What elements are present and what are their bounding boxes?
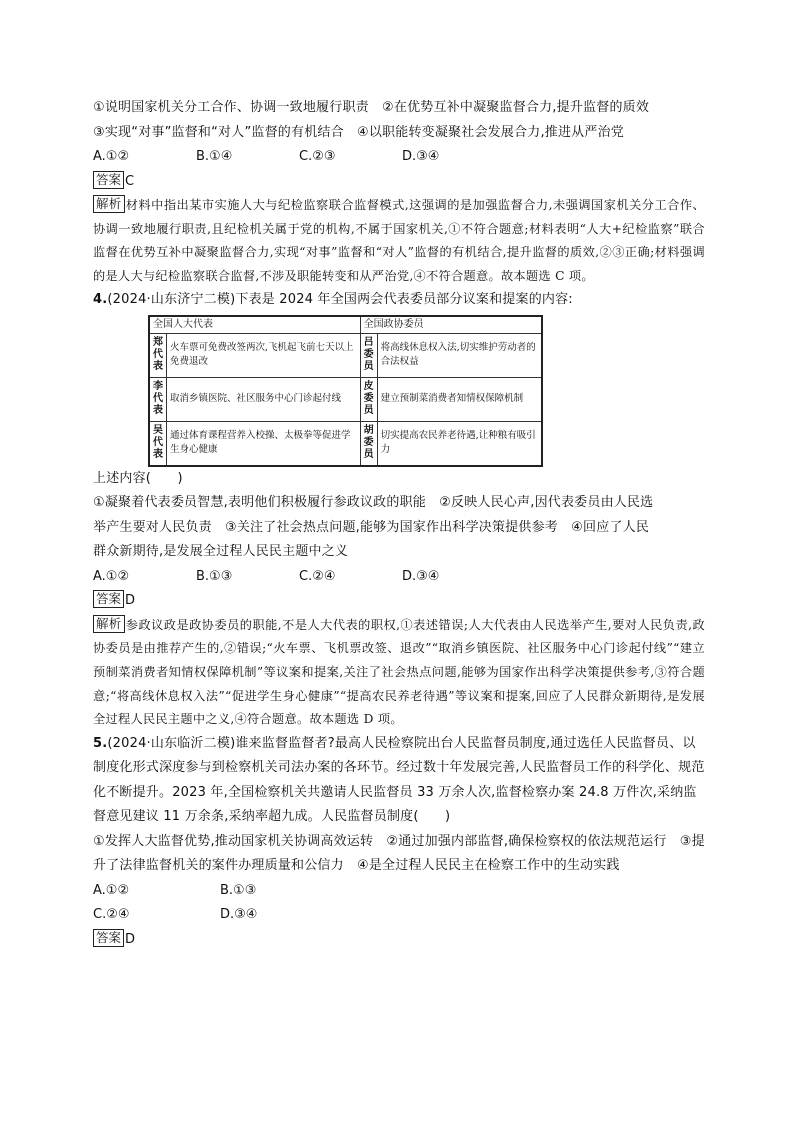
q4-source: (2024·山东济宁二模)	[107, 292, 236, 308]
q5-stem	[93, 732, 705, 830]
member-proposal: 建立预制菜消费者知情权保障机制	[377, 377, 542, 421]
member-proposal: 将高线休息权入法,切实维护劳动者的合法权益	[377, 333, 542, 377]
q4-options-line-3: 群众新期待,是发展全过程人民民主题中之义	[93, 544, 349, 560]
q4-analysis-text: 参政议政是政协委员的职能,不是人大代表的职权,①表述错误;人大代表由人民选举产生,要对人民负责,政协委员是由推荐产生的,②错误;“火车票、飞机票改签、退改”“取消乡镇医院、社区服务中心门诊起付线”“建立预制菜消费者知情权保障机制”等议案和提案,关注了社会热点问题,能够为国家作出科学决策提供参考,③符合题意;“将高线休息权入法”“促进学生身心健康”“提高农民养老待遇”等议案和提案,回应了人民群众新期待,是发展全过程人民民主题中之义,④符合题意。故本题选 D 项。	[93, 617, 705, 727]
q4-analysis	[93, 614, 705, 732]
answer-tag: 答案	[93, 929, 124, 947]
q4-stem	[93, 288, 705, 313]
analysis-tag: 解析	[93, 615, 125, 633]
q4-choice-d: D.③④	[402, 568, 440, 584]
table-header-npc: 全国人大代表	[149, 316, 360, 334]
q5-answer	[93, 928, 705, 953]
q5-choice-a: A.①②	[93, 882, 130, 898]
q4-question: 上述内容( )	[93, 470, 183, 486]
q5-source: (2024·山东临沂二模)	[107, 735, 236, 751]
document-page	[93, 96, 705, 952]
q5-choices-row-1	[93, 879, 705, 904]
q5-choice-c: C.②④	[93, 907, 130, 923]
q3-choice-c: C.②③	[299, 149, 336, 164]
q5-choice-d: D.③④	[220, 907, 258, 923]
deputy-name: 李代表	[149, 377, 167, 421]
q5-number: 5.	[93, 735, 108, 751]
q4-choices	[93, 565, 705, 590]
q3-choice-b: B.①④	[196, 149, 233, 164]
q3-answer-value: C	[125, 173, 135, 189]
deputy-proposal: 取消乡镇医院、社区服务中心门诊起付线	[167, 377, 361, 421]
q3-analysis	[93, 194, 705, 288]
proposal-table	[148, 315, 543, 467]
q3-options-line-1: ①说明国家机关分工合作、协调一致地履行职责 ②在优势互补中凝聚监督合力,提升监督的质效	[93, 100, 650, 115]
deputy-proposal: 火车票可免费改签两次,飞机起飞前七天以上免费退改	[167, 333, 361, 377]
q4-choice-c: C.②④	[299, 568, 336, 584]
table-row	[149, 333, 542, 377]
q3-choice-a: A.①②	[93, 149, 130, 164]
member-proposal: 切实提高农民养老待遇,让种粮有吸引力	[377, 421, 542, 466]
table-header-cppcc: 全国政协委员	[360, 316, 542, 334]
answer-tag: 答案	[93, 171, 124, 189]
q4-options-line-1: ①凝聚着代表委员智慧,表明他们积极履行参政议政的职能 ②反映人民心声,因代表委员由人民选	[93, 495, 654, 511]
q3-answer	[93, 170, 705, 195]
deputy-name: 郑代表	[149, 333, 167, 377]
q4-answer-value: D	[125, 593, 136, 609]
q4-options-line-2: 举产生要对人民负责 ③关注了社会热点问题,能够为国家作出科学决策提供参考 ④回应了人民	[93, 519, 650, 535]
q3-choices	[93, 145, 705, 170]
answer-tag: 答案	[93, 590, 124, 608]
member-name: 胡委员	[360, 421, 377, 466]
q5-answer-value: D	[125, 931, 136, 947]
member-name: 吕委员	[360, 333, 377, 377]
analysis-tag: 解析	[93, 195, 125, 213]
member-name: 皮委员	[360, 377, 377, 421]
q5-stem-text: 谁来监督监督者?最高人民检察院出台人民监督员制度,通过选任人民监督员、以制度化形式深度参与到检察机关司法办案的各环节。经过数十年发展完善,人民监督员工作的科学化、规范化不断提升。2023 年,全国检察机关共邀请人民监督员 33 万余人次,监督检察办案 24.8 万件次,采纳监督意见建议 11 万余条,采纳率超九成。人民监督员制度( )	[93, 735, 705, 825]
q5-choice-b: B.①③	[220, 882, 257, 898]
deputy-name: 吴代表	[149, 421, 167, 466]
q4-choice-a: A.①②	[93, 568, 130, 584]
q5-choices-row-2	[93, 903, 705, 928]
q5-options: ①发挥人大监督优势,推动国家机关协调高效运转 ②通过加强内部监督,确保检察权的依法规范运行 ③提升了法律监督机关的案件办理质量和公信力 ④是全过程人民民主在检察工作中的生动实践	[93, 833, 705, 874]
q4-choice-b: B.①③	[196, 568, 233, 584]
q3-analysis-text: 材料中指出某市实施人大与纪检监察联合监督模式,这强调的是加强监督合力,未强调国家机关分工合作、协调一致地履行职责,且纪检机关属于党的机构,不属于国家机关,①不符合题意;材料表明“人大+纪检监察”联合监督在优势互补中凝聚监督合力,实现“对事”监督和“对人”监督的有机结合,提升监督的质效,②③正确;材料强调的是人大与纪检监察联合监督,不涉及职能转变和从严治党,④不符合题意。故本题选 C 项。	[93, 198, 705, 283]
deputy-proposal: 通过体育课程营养入校操、太极拳等促进学生身心健康	[167, 421, 361, 466]
table-row	[149, 421, 542, 466]
q3-options-line-2: ③实现“对事”监督和“对人”监督的有机结合 ④以职能转变凝聚社会发展合力,推进从严治党	[93, 124, 624, 140]
q3-choice-d: D.③④	[402, 149, 440, 164]
q4-answer	[93, 589, 705, 614]
q4-stem-text: 下表是 2024 年全国两会代表委员部分议案和提案的内容:	[235, 292, 573, 308]
table-row	[149, 377, 542, 421]
q4-number: 4.	[93, 292, 108, 308]
